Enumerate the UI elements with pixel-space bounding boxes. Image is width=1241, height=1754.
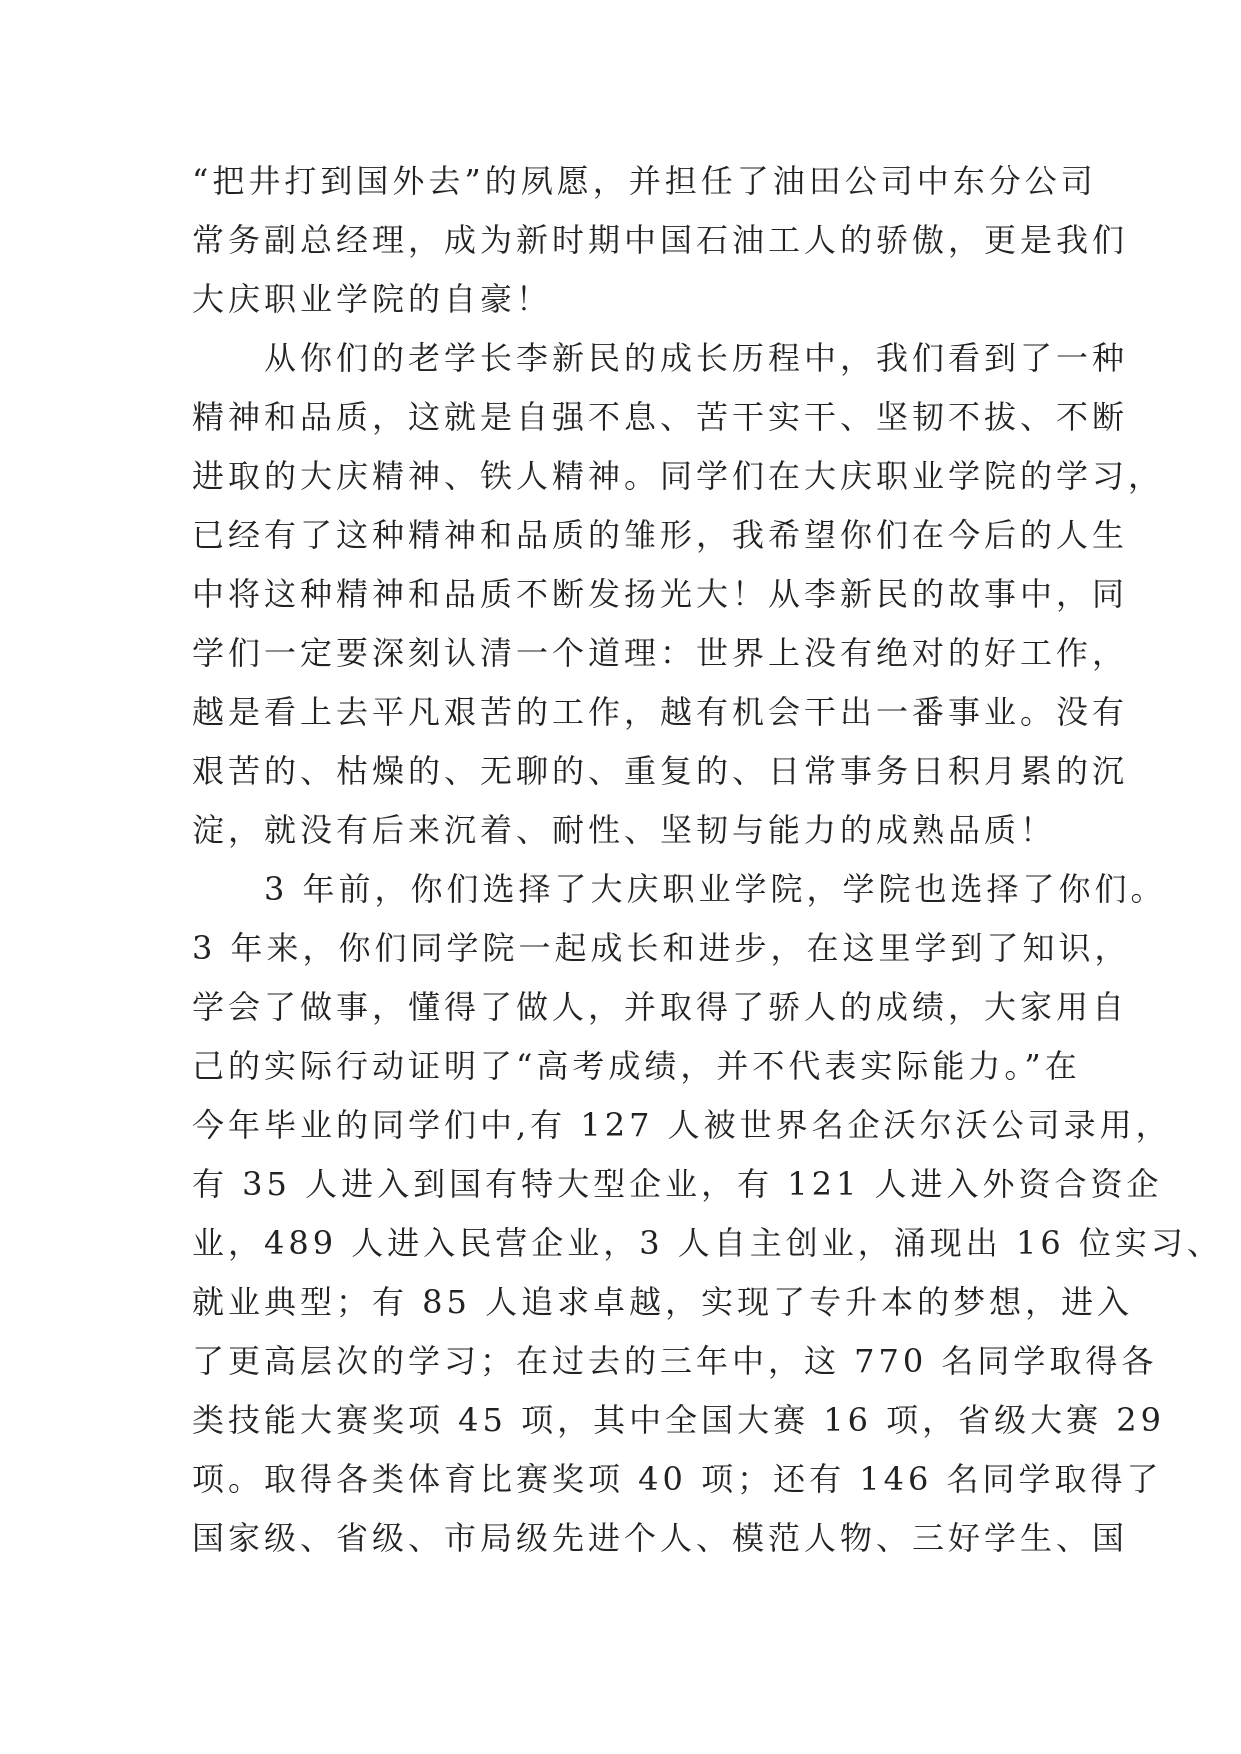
body-text <box>192 152 1223 1568</box>
text-line: 常务副总经理，成为新时期中国石油工人的骄傲，更是我们 <box>192 221 1129 259</box>
text-line: 学们一定要深刻认清一个道理：世界上没有绝对的好工作， <box>192 634 1129 672</box>
text-line: 业，489 人进入民营企业，3 人自主创业，涌现出 16 位实习、 <box>192 1224 1223 1262</box>
text-line: 就业典型；有 85 人追求卓越，实现了专升本的梦想，进入 <box>192 1283 1134 1321</box>
text-line: 国家级、省级、市局级先进个人、模范人物、三好学生、国 <box>192 1519 1129 1557</box>
text-line: 从你们的老学长李新民的成长历程中，我们看到了一种 <box>192 339 1129 377</box>
text-line: 中将这种精神和品质不断发扬光大！从李新民的故事中，同 <box>192 575 1129 613</box>
text-line: 3 年前，你们选择了大庆职业学院，学院也选择了你们。 <box>192 870 1167 908</box>
text-line: 淀，就没有后来沉着、耐性、坚韧与能力的成熟品质！ <box>192 811 1057 849</box>
text-line: 项。取得各类体育比赛奖项 40 项；还有 146 名同学取得了 <box>192 1460 1163 1498</box>
text-line: 有 35 人进入到国有特大型企业，有 121 人进入外资合资企 <box>192 1165 1163 1203</box>
text-line: 大庆职业学院的自豪！ <box>192 280 553 318</box>
text-line: 已经有了这种精神和品质的雏形，我希望你们在今后的人生 <box>192 516 1129 554</box>
text-line: 越是看上去平凡艰苦的工作，越有机会干出一番事业。没有 <box>192 693 1129 731</box>
text-line: 进取的大庆精神、铁人精神。同学们在大庆职业学院的学习， <box>192 457 1165 495</box>
text-line: 己的实际行动证明了“高考成绩，并不代表实际能力。”在 <box>192 1047 1081 1085</box>
text-line: 3 年来，你们同学院一起成长和进步，在这里学到了知识， <box>192 929 1131 967</box>
text-line: 艰苦的、枯燥的、无聊的、重复的、日常事务日积月累的沉 <box>192 752 1129 790</box>
text-line: 今年毕业的同学们中,有 127 人被世界名企沃尔沃公司录用， <box>192 1106 1172 1144</box>
text-line: 了更高层次的学习；在过去的三年中，这 770 名同学取得各 <box>192 1342 1158 1380</box>
text-line: 类技能大赛奖项 45 项，其中全国大赛 16 项，省级大赛 29 <box>192 1401 1166 1439</box>
text-line: 精神和品质，这就是自强不息、苦干实干、坚韧不拔、不断 <box>192 398 1129 436</box>
text-line: “把井打到国外去”的夙愿，并担任了油田公司中东分公司 <box>192 162 1097 200</box>
text-line: 学会了做事，懂得了做人，并取得了骄人的成绩，大家用自 <box>192 988 1129 1026</box>
